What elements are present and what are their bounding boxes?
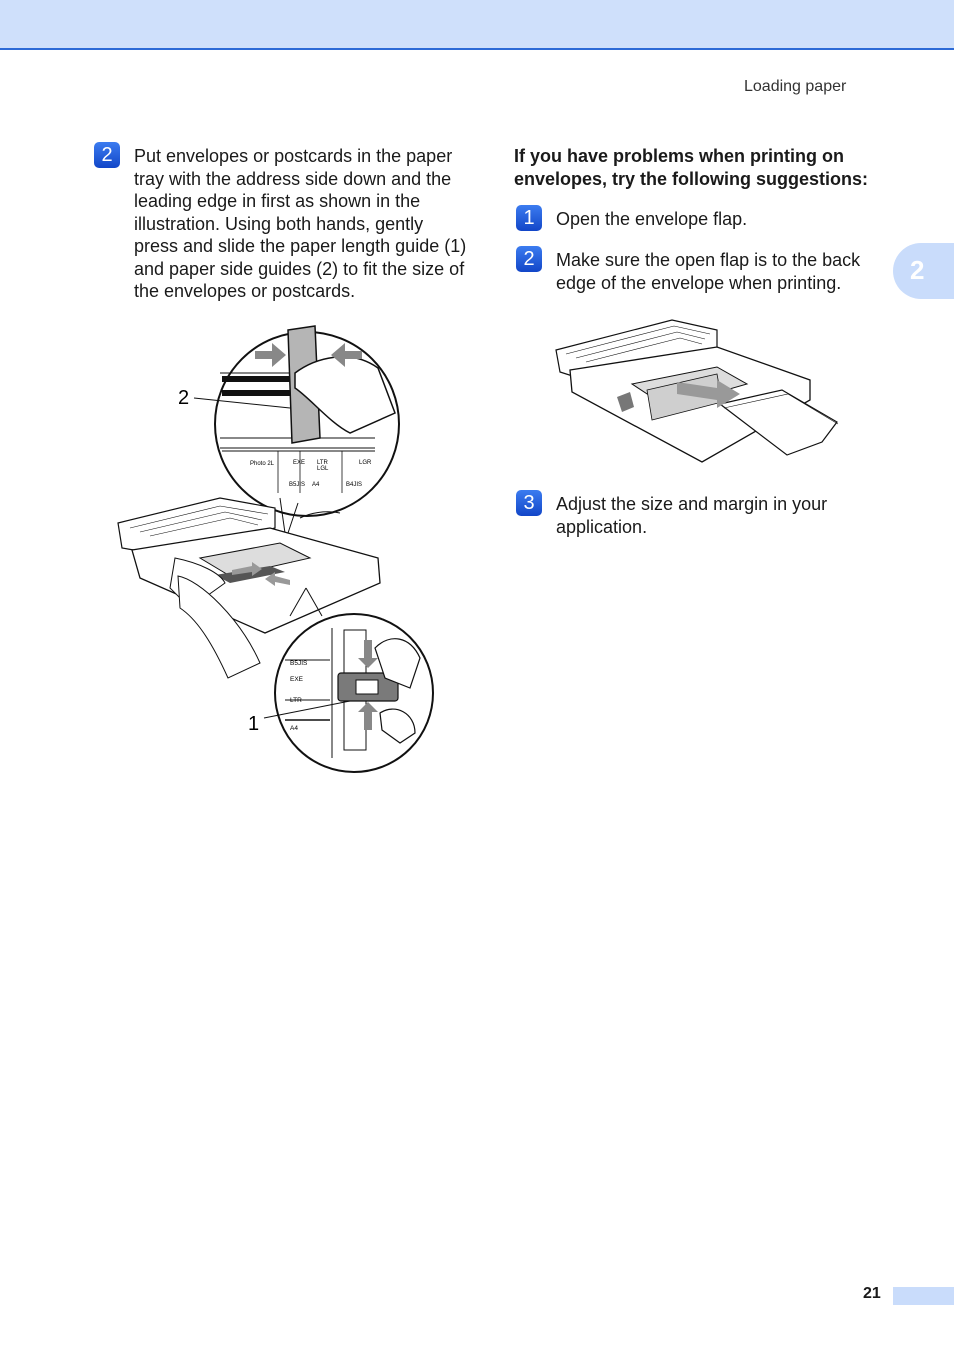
label-a4-upper: A4 [312, 482, 320, 488]
step-badge: 3 [516, 490, 542, 516]
step-badge: 2 [516, 246, 542, 272]
label-lgl: LGL [317, 466, 329, 472]
label-b5jis-lower: B5JIS [290, 660, 308, 667]
label-b4jis: B4JIS [346, 482, 363, 488]
envelope-tray-illustration [552, 312, 852, 472]
chapter-tab [893, 243, 954, 299]
header-band [0, 0, 954, 50]
step-text: Open the envelope flap. [556, 209, 748, 229]
label-b5jis-upper: B5JIS [289, 482, 306, 488]
tray-guides-illustration [110, 318, 450, 778]
label-photo-2l: Photo 2L [250, 461, 275, 467]
label-ltr-lower: LTR [290, 697, 302, 704]
upper-magnifier [215, 326, 399, 516]
lower-magnifier [275, 614, 433, 772]
troubleshooting-heading: If you have problems when printing on envelopes, try the following suggestions: [514, 146, 869, 189]
label-a4-lower: A4 [290, 725, 298, 732]
chapter-number: 2 [910, 255, 925, 285]
running-head: Loading paper [744, 78, 847, 95]
callout-1: 1 [248, 713, 260, 735]
step-text: Adjust the size and margin in your application. [556, 494, 828, 537]
step-text: Make sure the open flap is to the back edge of the envelope when printing. [556, 250, 861, 293]
label-lgr: LGR [359, 460, 372, 466]
label-exe-lower: EXE [290, 676, 304, 683]
step-badge: 2 [94, 142, 120, 168]
label-ltr-upper: LTR [317, 460, 328, 466]
step-paragraph: Put envelopes or postcards in the paper tray with the address side down and the leading edge in first as shown in the illustration. Using both hands, gently press and slide the paper length guide (1) and paper side guides (2) to fit the size of the envelopes or postcards. [134, 146, 467, 301]
callout-2: 2 [178, 387, 190, 409]
page-number: 21 [863, 1285, 881, 1302]
label-exe-upper: EXE [293, 460, 306, 466]
step-badge: 1 [516, 205, 542, 231]
page-tab [893, 1287, 954, 1305]
